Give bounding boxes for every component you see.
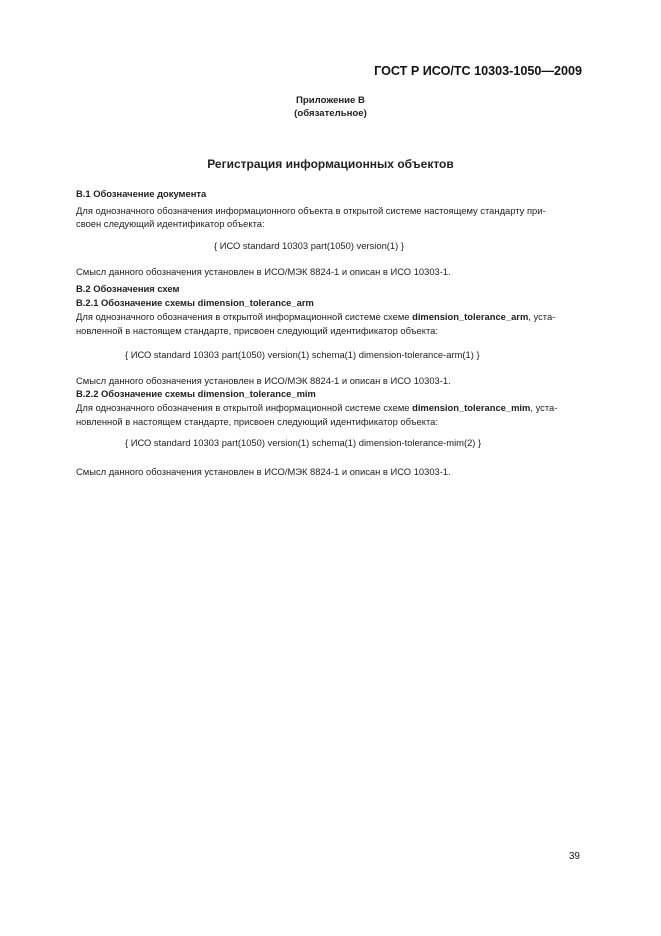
section-heading-b21: В.2.1 Обозначение схемы dimension_tolerance_arm (76, 297, 314, 308)
b21-paragraph-line1 (76, 311, 555, 323)
b21-text-post: , уста- (528, 311, 556, 322)
b21-meaning: Смысл данного обозначения установлен в ИСО/МЭК 8824-1 и описан в ИСО 10303-1. (76, 375, 451, 386)
b22-meaning: Смысл данного обозначения установлен в ИСО/МЭК 8824-1 и описан в ИСО 10303-1. (76, 466, 451, 477)
section-heading-b1: В.1 Обозначение документа (76, 188, 207, 199)
b22-text-pre: Для однозначного обозначения в открытой информационной системе схеме (76, 402, 413, 413)
annex-status: (обязательное) (294, 108, 367, 119)
b21-text-pre: Для однозначного обозначения в открытой информационной системе схеме (76, 311, 413, 322)
b22-paragraph-line1 (76, 402, 557, 414)
section-heading-b22: В.2.2 Обозначение схемы dimension_tolerance_mim (76, 388, 316, 399)
b22-paragraph-line2: новленной в настоящем стандарте, присвоен следующий идентификатор объекта: (76, 416, 438, 427)
b1-meaning: Смысл данного обозначения установлен в ИСО/МЭК 8824-1 и описан в ИСО 10303-1. (76, 266, 451, 277)
b22-identifier: { ИСО standard 10303 part(1050) version(1) schema(1) dimension-tolerance-mim(2) } (125, 437, 482, 448)
b1-paragraph-line1: Для однозначного обозначения информационного объекта в открытой системе настоящему стандарту при- (76, 205, 546, 216)
b22-schema-name: dimension_tolerance_mim (412, 402, 531, 413)
page-number: 39 (568, 851, 580, 862)
document-header: ГОСТ Р ИСО/ТС 10303-1050—2009 (374, 64, 582, 78)
b21-schema-name: dimension_tolerance_arm (412, 311, 529, 322)
b21-identifier: { ИСО standard 10303 part(1050) version(1) schema(1) dimension-tolerance-arm(1) } (125, 349, 480, 360)
annex-title: Приложение В (296, 95, 365, 106)
b22-text-post: , уста- (530, 402, 558, 413)
page-title: Регистрация информационных объектов (207, 157, 454, 171)
section-heading-b2: В.2 Обозначения схем (76, 283, 180, 294)
b21-paragraph-line2: новленной в настоящем стандарте, присвоен следующий идентификатор объекта: (76, 325, 438, 336)
b1-identifier: { ИСО standard 10303 part(1050) version(1) } (214, 240, 404, 251)
b1-paragraph-line2: своен следующий идентификатор объекта: (76, 218, 265, 229)
